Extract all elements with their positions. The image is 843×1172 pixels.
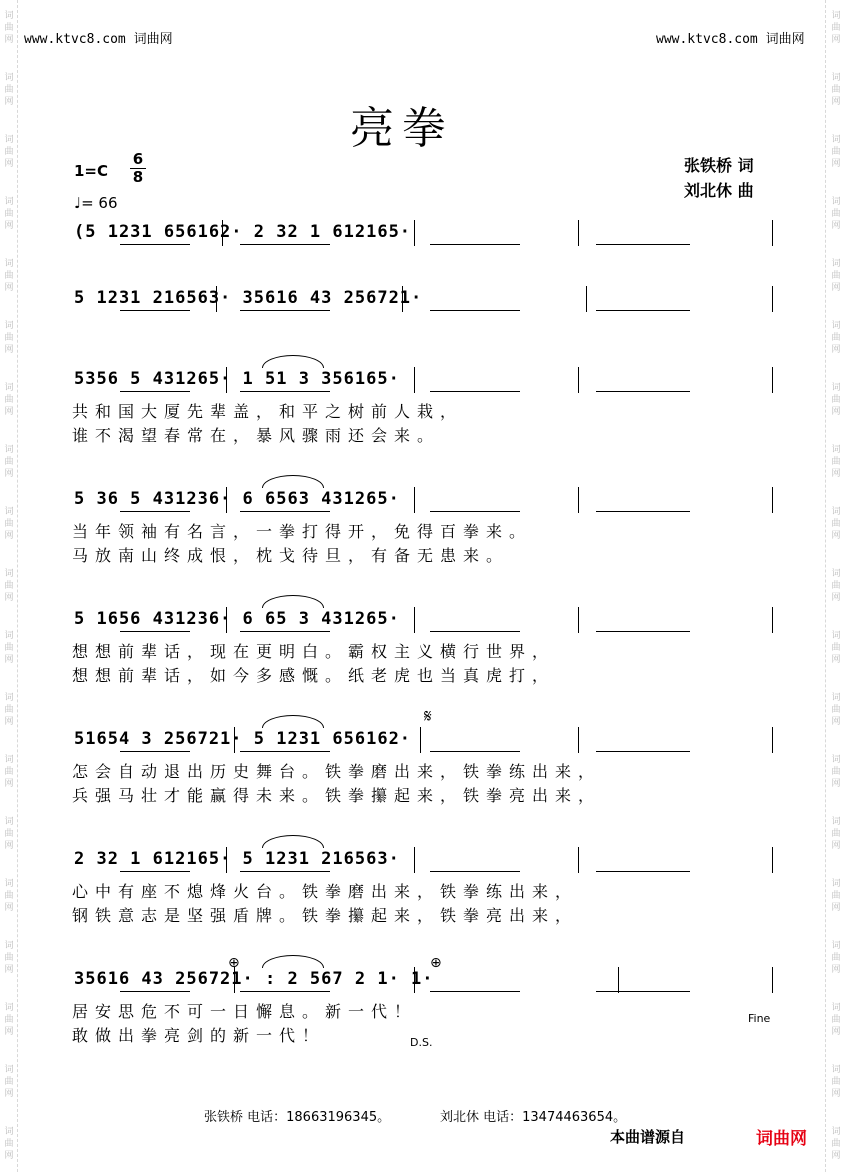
side-watermark-glyph: 网 [4,779,14,789]
coda-mark-2: ⊕ [430,955,442,971]
side-watermark-glyph: 曲 [831,147,841,157]
side-watermark-glyph: 词 [831,817,841,827]
bar-line [222,220,223,246]
side-watermark-glyph: 网 [831,159,841,169]
beam-underline [430,310,520,311]
side-watermark-glyph: 词 [4,507,14,517]
slur-arc [262,595,324,608]
lyric-line-2: 兵强马壮才能赢得未来。铁拳攥起来，铁拳亮出来， [72,786,602,805]
bar-line [414,367,415,393]
side-watermark-glyph: 词 [831,1127,841,1137]
side-watermark-glyph: 词 [831,941,841,951]
slur-arc [262,715,324,728]
side-watermark-glyph: 曲 [831,705,841,715]
side-watermark-glyph: 词 [831,259,841,269]
notation-row: 51654 3 256721· 5 1231 656162· [74,729,412,749]
side-watermark-glyph: 词 [831,73,841,83]
side-watermark-glyph: 曲 [4,147,14,157]
side-watermark-glyph: 曲 [831,953,841,963]
lyric-line-2: 想想前辈话，如今多感慨。纸老虎也当真虎打， [72,666,556,685]
side-watermark-glyph: 曲 [4,767,14,777]
side-watermark-glyph: 曲 [831,1077,841,1087]
side-watermark-glyph: 曲 [831,271,841,281]
side-watermark-glyph: 词 [831,321,841,331]
lyric-line-2: 敢做出拳亮剑的新一代！ [72,1026,326,1045]
side-watermark-glyph: 曲 [4,395,14,405]
side-watermark-glyph: 曲 [4,1015,14,1025]
source-label: 本曲谱源自 [610,1128,686,1146]
side-watermark-glyph: 曲 [4,457,14,467]
notation-row: 5 36 5 431236· 6 6563 431265· [74,489,400,509]
bar-line [414,607,415,633]
beam-underline [240,391,330,392]
lyric-line-1: 居安思危不可一日懈息。新一代！ [72,1002,418,1021]
side-watermark-glyph: 曲 [4,891,14,901]
right-side-watermark [829,0,843,1172]
side-watermark-glyph: 网 [4,841,14,851]
side-watermark-glyph: 曲 [831,457,841,467]
segno-mark: 𝄋 [424,706,432,727]
side-watermark-glyph: 网 [831,779,841,789]
beam-underline [240,991,330,992]
bar-line [226,847,227,873]
bar-line [578,367,579,393]
key-signature: 1=C [74,162,109,180]
left-margin-line [17,0,18,1172]
side-watermark-glyph: 网 [831,407,841,417]
side-watermark-glyph: 网 [4,159,14,169]
bar-line [772,727,773,753]
side-watermark-glyph: 词 [831,11,841,21]
side-watermark-glyph: 网 [831,35,841,45]
side-watermark-glyph: 曲 [831,643,841,653]
bar-line [618,967,619,993]
bar-line [578,607,579,633]
beam-underline [120,310,190,311]
lyric-line-2: 钢铁意志是坚强盾牌。铁拳攥起来，铁拳亮出来， [72,906,579,925]
beam-underline [240,871,330,872]
side-watermark-glyph: 网 [831,841,841,851]
side-watermark-glyph: 网 [4,345,14,355]
beam-underline [430,631,520,632]
side-watermark-glyph: 网 [4,965,14,975]
side-watermark-glyph: 曲 [831,85,841,95]
bar-line [772,967,773,993]
song-title: 亮拳 [350,103,454,154]
side-watermark-glyph: 曲 [4,519,14,529]
notation-row: 5 1231 216563· 35616 43 256721· [74,288,423,308]
bar-line [414,847,415,873]
side-watermark-glyph: 词 [831,569,841,579]
side-watermark-glyph: 曲 [831,519,841,529]
side-watermark-glyph: 曲 [831,1015,841,1025]
contact-lyricist: 张铁桥 电话：18663196345。 [204,1110,391,1125]
bar-line [586,286,587,312]
side-watermark-glyph: 网 [4,1027,14,1037]
side-watermark-glyph: 曲 [4,953,14,963]
side-watermark-glyph: 网 [4,717,14,727]
side-watermark-glyph: 网 [831,593,841,603]
side-watermark-glyph: 词 [4,321,14,331]
side-watermark-glyph: 网 [4,1089,14,1099]
side-watermark-glyph: 网 [4,35,14,45]
beam-underline [430,391,520,392]
side-watermark-glyph: 曲 [4,829,14,839]
side-watermark-glyph: 曲 [4,643,14,653]
side-watermark-glyph: 曲 [4,333,14,343]
side-watermark-glyph: 网 [4,97,14,107]
bar-line [234,727,235,753]
contact-composer: 刘北休 电话：13474463654。 [440,1110,627,1125]
slur-arc [262,355,324,368]
lyric-line-1: 怎会自动退出历史舞台。铁拳磨出来，铁拳练出来， [72,762,602,781]
bar-line [772,286,773,312]
side-watermark-glyph: 词 [831,1003,841,1013]
side-watermark-glyph: 词 [831,507,841,517]
side-watermark-glyph: 词 [4,1065,14,1075]
fine-mark: Fine [748,1012,771,1025]
beam-underline [596,751,690,752]
left-side-watermark [2,0,16,1172]
notation-row: 2 32 1 612165· 5 1231 216563· [74,849,400,869]
bar-line [772,487,773,513]
side-watermark-glyph: 词 [831,197,841,207]
side-watermark-glyph: 网 [831,1151,841,1161]
bar-line [772,220,773,246]
side-watermark-glyph: 曲 [831,209,841,219]
notation-row: 35616 43 256721· : 2 567 2 1· 1· [74,969,434,989]
side-watermark-glyph: 词 [831,879,841,889]
side-watermark-glyph: 网 [4,1151,14,1161]
side-watermark-glyph: 网 [831,1027,841,1037]
side-watermark-glyph: 曲 [4,209,14,219]
side-watermark-glyph: 网 [4,531,14,541]
bar-line [420,727,421,753]
side-watermark-glyph: 网 [4,407,14,417]
beam-underline [120,871,190,872]
side-watermark-glyph: 词 [4,693,14,703]
bar-line [216,286,217,312]
side-watermark-glyph: 曲 [831,767,841,777]
beam-underline [430,871,520,872]
side-watermark-glyph: 网 [831,531,841,541]
bar-line [226,607,227,633]
side-watermark-glyph: 曲 [4,1139,14,1149]
time-signature-top: 6 [132,150,144,168]
side-watermark-glyph: 词 [4,631,14,641]
side-watermark-glyph: 词 [4,879,14,889]
beam-underline [596,310,690,311]
beam-underline [120,511,190,512]
beam-underline [120,631,190,632]
bar-line [414,220,415,246]
side-watermark-glyph: 词 [4,941,14,951]
side-watermark-glyph: 曲 [831,581,841,591]
beam-underline [120,751,190,752]
beam-underline [120,391,190,392]
side-watermark-glyph: 网 [831,655,841,665]
side-watermark-glyph: 网 [831,965,841,975]
beam-underline [430,751,520,752]
beam-underline [120,991,190,992]
side-watermark-glyph: 词 [4,817,14,827]
side-watermark-glyph: 词 [831,135,841,145]
side-watermark-glyph: 网 [831,903,841,913]
side-watermark-glyph: 网 [4,593,14,603]
brand-logo[interactable]: 词曲网 [756,1129,807,1149]
time-signature-bottom: 8 [132,168,144,186]
bar-line [578,847,579,873]
bar-line [226,367,227,393]
side-watermark-glyph: 词 [4,259,14,269]
side-watermark-glyph: 词 [4,135,14,145]
side-watermark-glyph: 词 [4,1127,14,1137]
side-watermark-glyph: 词 [831,1065,841,1075]
tempo-marking: ♩= 66 [74,194,118,212]
side-watermark-glyph: 词 [4,569,14,579]
beam-underline [596,244,690,245]
side-watermark-glyph: 网 [831,345,841,355]
side-watermark-glyph: 词 [4,445,14,455]
beam-underline [596,871,690,872]
side-watermark-glyph: 曲 [831,395,841,405]
slur-arc [262,475,324,488]
slur-arc [262,955,324,968]
lyric-line-2: 马放南山终成恨，枕戈待旦，有备无患来。 [72,546,510,565]
beam-underline [240,244,330,245]
composer-credit: 刘北休 曲 [684,181,754,200]
bar-line [772,607,773,633]
beam-underline [240,511,330,512]
right-margin-line [825,0,826,1172]
side-watermark-glyph: 网 [831,717,841,727]
side-watermark-glyph: 曲 [4,23,14,33]
notation-row: 5 1656 431236· 6 65 3 431265· [74,609,400,629]
side-watermark-glyph: 曲 [831,829,841,839]
beam-underline [596,391,690,392]
site-header-left[interactable]: www.ktvc8.com 词曲网 [24,32,173,47]
bar-line [402,286,403,312]
bar-line [226,487,227,513]
lyric-line-1: 想想前辈话，现在更明白。霸权主义横行世界， [72,642,556,661]
side-watermark-glyph: 词 [4,73,14,83]
beam-underline [240,631,330,632]
side-watermark-glyph: 曲 [831,23,841,33]
side-watermark-glyph: 词 [831,445,841,455]
bar-line [578,727,579,753]
side-watermark-glyph: 网 [4,221,14,231]
bar-line [414,967,415,993]
side-watermark-glyph: 网 [831,469,841,479]
beam-underline [430,511,520,512]
side-watermark-glyph: 词 [831,755,841,765]
beam-underline [430,244,520,245]
side-watermark-glyph: 曲 [4,1077,14,1087]
ds-mark: D.S. [410,1036,433,1049]
lyric-line-1: 共和国大厦先辈盖，和平之树前人栽， [72,402,464,421]
side-watermark-glyph: 词 [4,11,14,21]
side-watermark-glyph: 词 [831,631,841,641]
notation-row: 5356 5 431265· 1 51 3 356165· [74,369,400,389]
side-watermark-glyph: 曲 [831,333,841,343]
beam-underline [240,751,330,752]
side-watermark-glyph: 曲 [4,271,14,281]
beam-underline [596,991,690,992]
side-watermark-glyph: 网 [831,283,841,293]
site-header-right[interactable]: www.ktvc8.com 词曲网 [656,32,805,47]
side-watermark-glyph: 曲 [4,705,14,715]
lyric-line-1: 心中有座不熄烽火台。铁拳磨出来，铁拳练出来， [72,882,579,901]
slur-arc [262,835,324,848]
beam-underline [120,244,190,245]
bar-line [414,487,415,513]
bar-line [772,847,773,873]
side-watermark-glyph: 网 [831,97,841,107]
lyric-line-2: 谁不渴望春常在，暴风骤雨还会来。 [72,426,441,445]
lyricist-credit: 张铁桥 词 [684,156,754,175]
bar-line [578,220,579,246]
beam-underline [596,631,690,632]
side-watermark-glyph: 网 [831,221,841,231]
beam-underline [430,991,520,992]
side-watermark-glyph: 曲 [4,581,14,591]
coda-mark-1: ⊕ [228,955,240,971]
notation-row: (5 1231 656162· 2 32 1 612165· [74,222,412,242]
side-watermark-glyph: 词 [831,693,841,703]
side-watermark-glyph: 词 [4,197,14,207]
bar-line [578,487,579,513]
lyric-line-1: 当年领袖有名言，一拳打得开，免得百拳来。 [72,522,533,541]
side-watermark-glyph: 网 [4,469,14,479]
side-watermark-glyph: 词 [4,755,14,765]
side-watermark-glyph: 词 [831,383,841,393]
side-watermark-glyph: 词 [4,1003,14,1013]
bar-line [772,367,773,393]
side-watermark-glyph: 曲 [831,891,841,901]
side-watermark-glyph: 网 [4,283,14,293]
side-watermark-glyph: 曲 [4,85,14,95]
side-watermark-glyph: 词 [4,383,14,393]
side-watermark-glyph: 网 [831,1089,841,1099]
beam-underline [240,310,330,311]
side-watermark-glyph: 网 [4,655,14,665]
beam-underline [596,511,690,512]
side-watermark-glyph: 曲 [831,1139,841,1149]
side-watermark-glyph: 网 [4,903,14,913]
